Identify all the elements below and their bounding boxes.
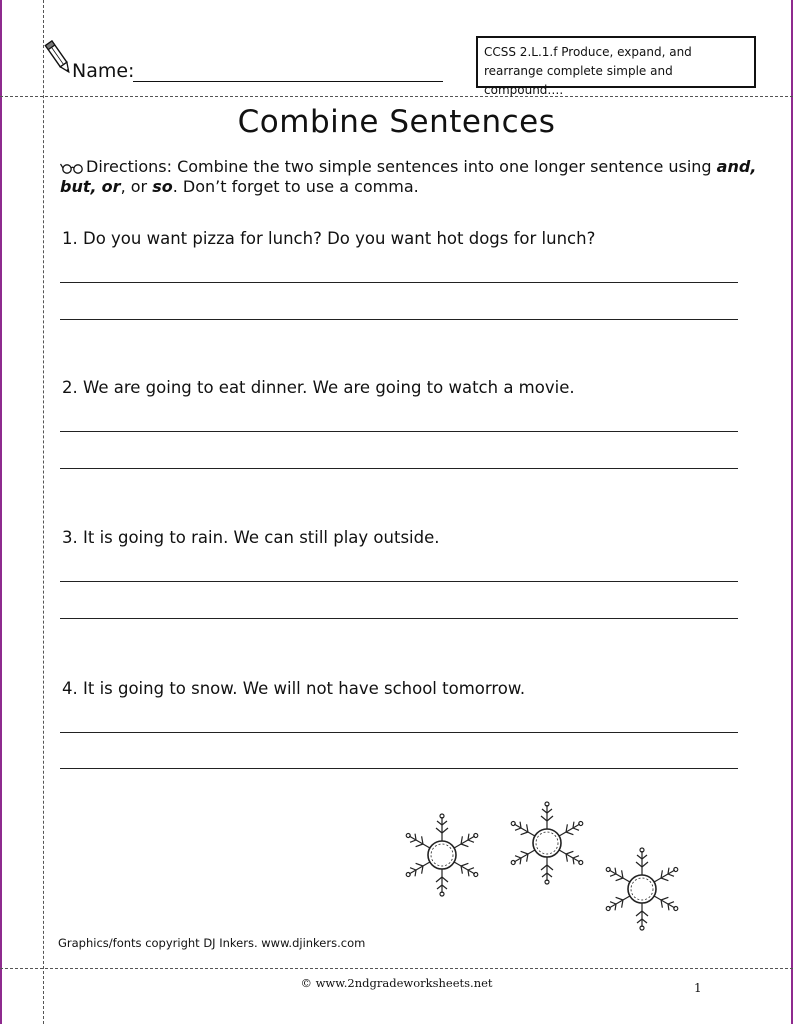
word-so: so [152, 177, 173, 196]
answer-line-2a[interactable] [60, 431, 738, 432]
answer-line-1b[interactable] [60, 319, 738, 320]
snowflake-icon [602, 846, 682, 932]
margin-guide-vertical [43, 0, 44, 1024]
directions-lead: Directions: Combine the two simple sentences into one longer sentence using [86, 157, 717, 176]
directions-tail: . Don’t forget to use a comma. [172, 177, 419, 196]
snowflake-icon [402, 812, 482, 898]
answer-line-2b[interactable] [60, 468, 738, 469]
margin-guide-top [0, 96, 793, 97]
snowflake-icon [507, 800, 587, 886]
question-2: 2. We are going to eat dinner. We are going to watch a movie. [62, 378, 575, 397]
page-title: Combine Sentences [237, 104, 556, 140]
question-3: 3. It is going to rain. We can still play outside. [62, 528, 440, 547]
answer-line-3b[interactable] [60, 618, 738, 619]
word-or: or [101, 177, 121, 196]
margin-guide-bottom [0, 968, 793, 969]
graphics-credit: Graphics/fonts copyright DJ Inkers. www.djinkers.com [58, 936, 366, 950]
question-4: 4. It is going to snow. We will not have school tomorrow. [62, 679, 526, 698]
standard-text: CCSS 2.L.1.f Produce, expand, and rearrange complete simple and compound…. [484, 45, 692, 97]
pencil-icon [44, 38, 74, 78]
directions [60, 157, 760, 197]
site-credit: © www.2ndgradeworksheets.net [300, 976, 493, 990]
answer-line-3a[interactable] [60, 581, 738, 582]
page-number: 1 [694, 981, 702, 995]
page-border-left [0, 0, 2, 1024]
answer-line-1a[interactable] [60, 282, 738, 283]
name-label: Name: [72, 60, 135, 82]
word-and: and, [716, 157, 757, 176]
standard-box [476, 36, 756, 97]
answer-line-4b[interactable] [60, 768, 738, 769]
name-field[interactable] [133, 81, 443, 82]
question-1: 1. Do you want pizza for lunch? Do you want hot dogs for lunch? [62, 229, 596, 248]
glasses-icon [60, 162, 86, 174]
word-but: but, [60, 177, 97, 196]
answer-line-4a[interactable] [60, 732, 738, 733]
directions-sep: , or [120, 177, 153, 196]
